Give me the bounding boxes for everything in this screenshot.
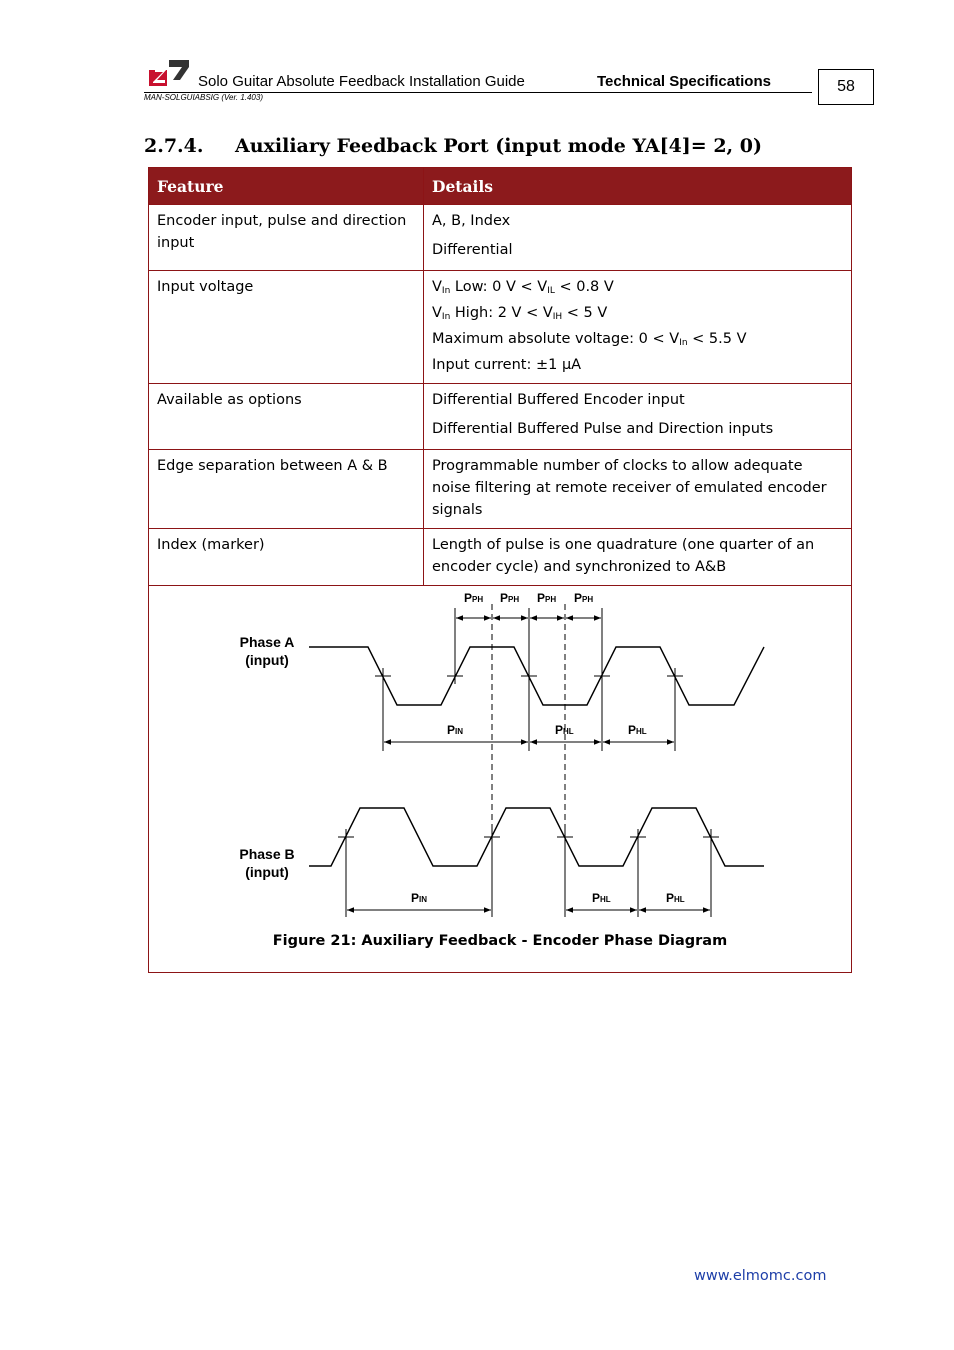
phl-label-a2: PHL (628, 723, 647, 737)
detail-line: Differential Buffered Pulse and Direction inputs (432, 421, 774, 437)
pph-labels (464, 591, 593, 605)
pph-label-3: PPH (537, 591, 557, 605)
encoder-phase-diagram (149, 586, 853, 972)
phase-b-dimension-lines (346, 845, 711, 917)
detail-line: Maximum absolute voltage: $0 < V_{In} < 5.5$ V (432, 331, 747, 348)
header-feature: Feature (149, 168, 424, 205)
detail-line: $V_{In}$ Low: 0 $V < V_{IL} < 0.8$ V (432, 279, 614, 296)
phl-label-a1: PHL (555, 723, 574, 737)
phase-a-label: Phase A (239, 634, 295, 650)
table-row (149, 271, 852, 384)
details-cell (424, 271, 852, 384)
section-name: Technical Specifications (597, 73, 771, 90)
guide-title: Solo Guitar Absolute Feedback Installation Guide (198, 73, 525, 90)
pin-label-b: PIN (411, 891, 428, 905)
phase-b-crossings (338, 829, 719, 845)
detail-line: A, B, Index (432, 213, 511, 229)
table-row (149, 205, 852, 271)
details-cell (424, 205, 852, 271)
pph-extension-lines (455, 608, 602, 668)
phase-a-input-label: (input) (245, 652, 289, 668)
phase-a-dimension-lines (383, 684, 675, 751)
details-cell: Length of pulse is one quadrature (one quarter of an encoder cycle) and synchronized to A&B (424, 529, 852, 586)
detail-line: Differential (432, 242, 513, 258)
pph-label-1: PPH (464, 591, 484, 605)
pin-label-a: PIN (447, 723, 464, 737)
header-details: Details (424, 168, 852, 205)
details-cell (424, 384, 852, 450)
feature-cell: Input voltage (149, 271, 424, 384)
phase-b-waveform (309, 808, 764, 866)
phase-b-input-label: (input) (245, 864, 289, 880)
footer-website-link[interactable]: www.elmomc.com (694, 1268, 827, 1284)
pph-label-2: PPH (500, 591, 520, 605)
table-row (149, 529, 852, 586)
table-row (149, 384, 852, 450)
phl-label-b1: PHL (592, 891, 611, 905)
diagram-cell (149, 586, 852, 973)
detail-line: $V_{In}$ High: 2 $V < V_{IH} < 5$ V (432, 305, 608, 322)
page-number: 58 (818, 69, 874, 105)
detail-line: Differential Buffered Encoder input (432, 392, 685, 408)
detail-line: Input current: ±1 µA (432, 357, 582, 373)
document-code: MAN-SOLGUIABSIG (Ver. 1.403) (144, 93, 263, 102)
feature-cell: Encoder input, pulse and direction input (149, 205, 424, 271)
feature-cell: Available as options (149, 384, 424, 450)
phase-b-dimension-labels (411, 891, 685, 905)
feature-cell: Edge separation between A & B (149, 450, 424, 529)
table-row (149, 450, 852, 529)
section-title: Auxiliary Feedback Port (input mode YA[4]= 2, 0) (235, 135, 762, 157)
phl-label-b2: PHL (666, 891, 685, 905)
elmo-logo (149, 58, 189, 88)
details-cell: Programmable number of clocks to allow adequate noise filtering at remote receiver of emulated encoder signals (424, 450, 852, 529)
figure-caption: Figure 21: Auxiliary Feedback - Encoder Phase Diagram (272, 933, 728, 949)
section-number: 2.7.4. (144, 135, 204, 157)
pph-label-4: PPH (574, 591, 594, 605)
feature-cell: Index (marker) (149, 529, 424, 586)
phase-a-dimension-labels (447, 723, 647, 737)
table-row (149, 586, 852, 973)
specifications-table (148, 167, 852, 973)
phase-b-label: Phase B (239, 846, 295, 862)
table-header-row (149, 168, 852, 205)
phase-a-crossings (375, 668, 683, 684)
